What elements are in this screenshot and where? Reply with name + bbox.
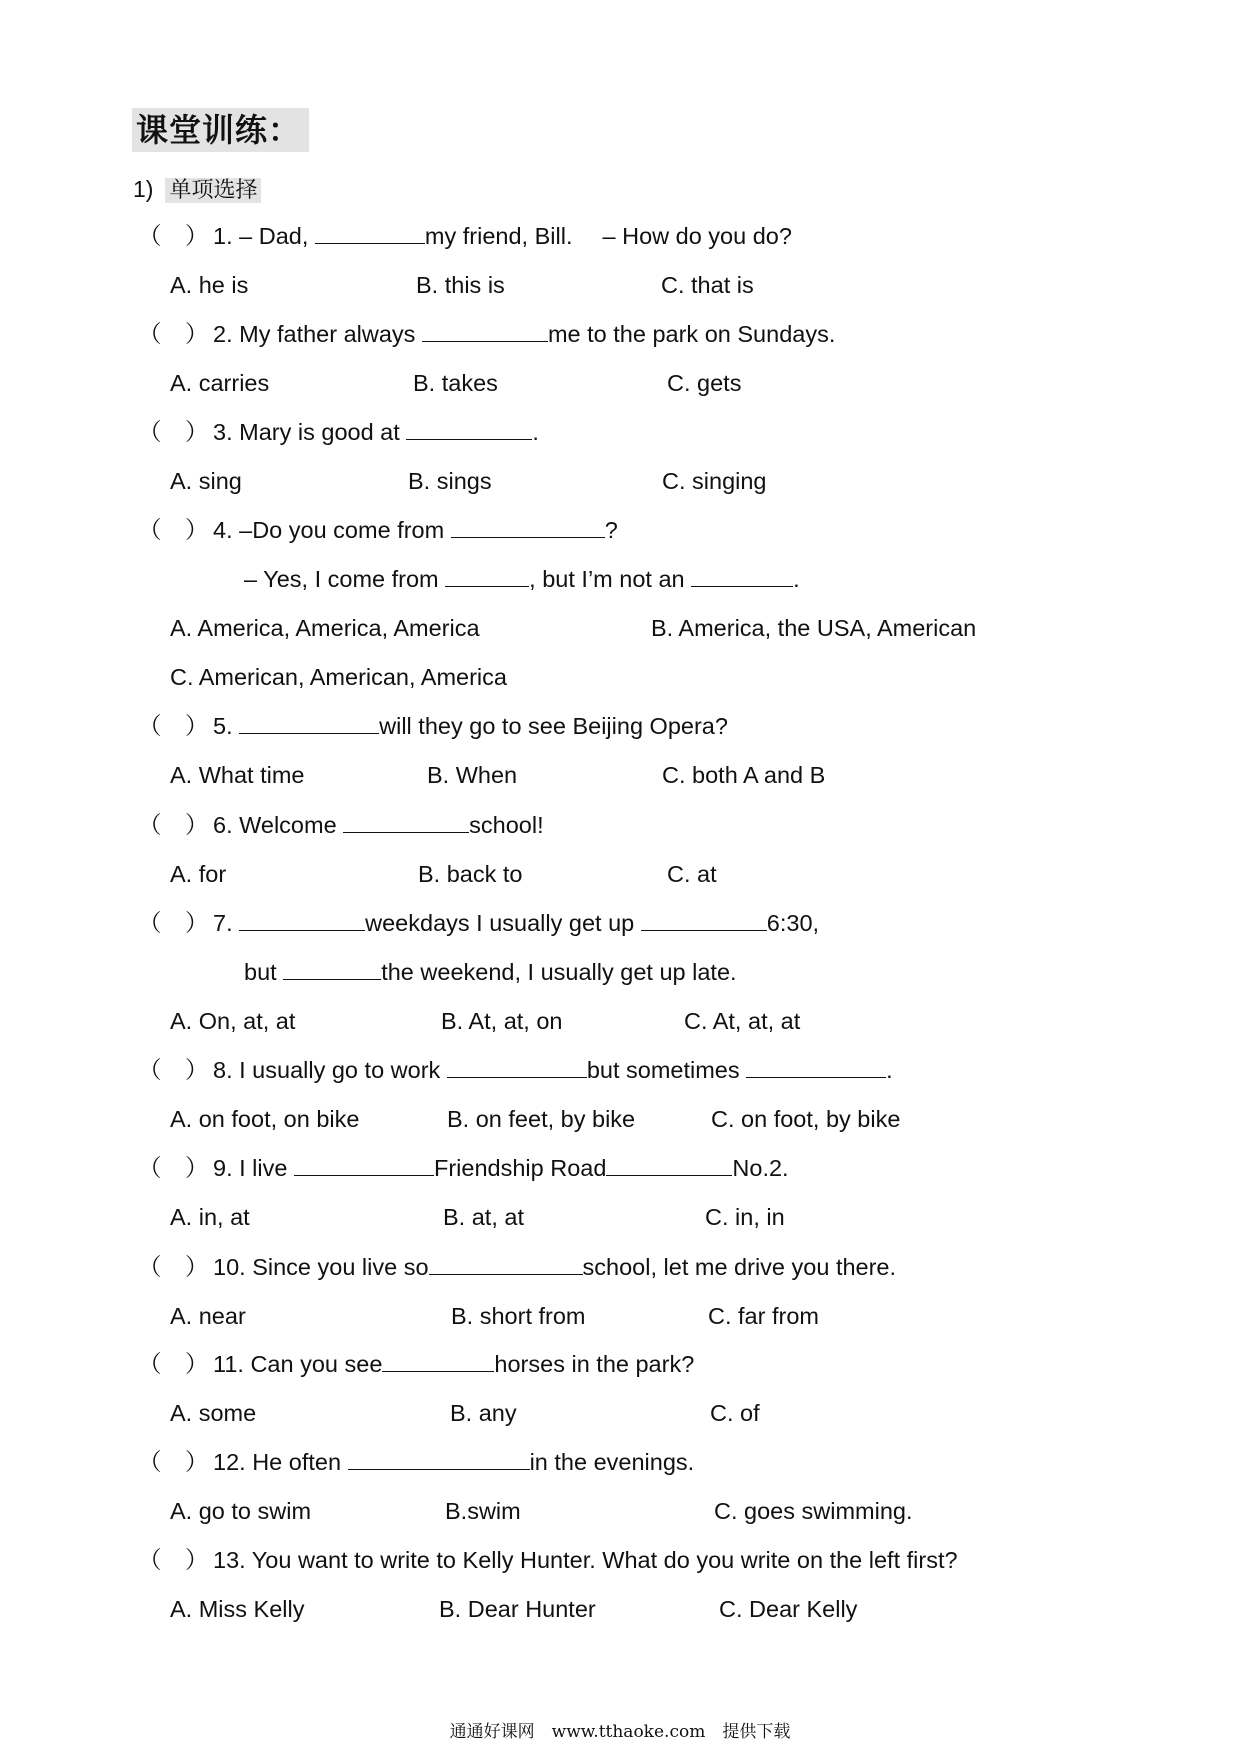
question-text: 6. Welcome [213, 812, 344, 838]
answer-blank [746, 1055, 886, 1078]
option-c: C. singing [662, 468, 767, 494]
option-c: C. at [667, 861, 717, 887]
option-b: B. When [427, 762, 518, 788]
answer-blank [641, 908, 767, 931]
option-b: B. any [450, 1400, 517, 1426]
question-text: . [532, 419, 539, 445]
option-a: A. on foot, on bike [170, 1106, 360, 1132]
answer-paren: （ ） [138, 1547, 209, 1573]
option-c: C. At, at, at [684, 1008, 801, 1034]
page-title: 课堂训练： [132, 108, 309, 152]
question-text: but [244, 959, 284, 985]
answer-blank [343, 810, 469, 833]
option-b: B. at, at [443, 1204, 524, 1230]
option-b: B. At, at, on [441, 1008, 563, 1034]
answer-paren: （ ） [138, 419, 209, 445]
question-11 [138, 1347, 694, 1381]
option-b: B. short from [451, 1303, 586, 1329]
answer-blank [239, 908, 365, 931]
option-c: C. goes swimming. [714, 1498, 913, 1524]
question-text: 11. Can you see [213, 1351, 383, 1377]
option-a: A. some [170, 1400, 257, 1426]
option-a: A. What time [170, 762, 305, 788]
question-text: ? [604, 517, 618, 543]
question-text: in the evenings. [529, 1449, 695, 1475]
option-a: A. near [170, 1303, 246, 1329]
answer-blank [422, 319, 548, 342]
section-number: 1) [133, 176, 154, 202]
option-c: C. on foot, by bike [711, 1106, 901, 1132]
question-text: 7. [213, 910, 240, 936]
answer-blank [348, 1447, 530, 1470]
question-text: me to the park on Sundays. [547, 321, 836, 347]
question-3 [138, 415, 539, 449]
question-1 [138, 219, 792, 253]
option-c: C. in, in [705, 1204, 785, 1230]
answer-blank [451, 515, 605, 538]
question-text: 5. [213, 713, 240, 739]
question-text: , but I’m not an [529, 566, 692, 592]
option-a: A. America, America, America [170, 615, 480, 641]
question-text: 4. –Do you come from [213, 517, 451, 543]
answer-blank [445, 564, 529, 587]
question-12 [138, 1445, 694, 1479]
answer-paren: （ ） [138, 812, 209, 838]
option-b: B. America, the USA, American [651, 615, 977, 641]
question-text: will they go to see Beijing Opera? [379, 713, 728, 739]
answer-paren: （ ） [138, 223, 209, 249]
question-text: 8. I usually go to work [213, 1057, 447, 1083]
question-text: horses in the park? [494, 1351, 695, 1377]
question-text: 3. Mary is good at [213, 419, 407, 445]
question-text: but sometimes [586, 1057, 747, 1083]
answer-paren: （ ） [138, 1057, 209, 1083]
option-a: A. sing [170, 468, 242, 494]
answer-blank [382, 1349, 494, 1372]
answer-blank [239, 711, 379, 734]
answer-blank [283, 957, 381, 980]
option-b: B. this is [416, 272, 505, 298]
question-text: . [886, 1057, 893, 1083]
answer-paren: （ ） [138, 1449, 209, 1475]
question-text: 1. – Dad, [213, 223, 315, 249]
question-6 [138, 808, 544, 842]
question-4-line-2 [244, 562, 800, 596]
option-c: C. both A and B [662, 762, 826, 788]
answer-paren: （ ） [138, 713, 209, 739]
question-text: school! [469, 812, 544, 838]
option-c: C. Dear Kelly [719, 1596, 858, 1622]
question-text: Friendship Road [433, 1155, 607, 1181]
answer-paren: （ ） [138, 517, 209, 543]
question-4 [138, 513, 618, 547]
answer-paren: （ ） [138, 1155, 209, 1181]
section-label: 单项选择 [165, 178, 261, 203]
question-text: 12. He often [213, 1449, 348, 1475]
question-text: . [793, 566, 800, 592]
answer-blank [315, 221, 425, 244]
option-c: C. that is [661, 272, 754, 298]
question-13 [138, 1543, 958, 1577]
option-c: C. far from [708, 1303, 819, 1329]
answer-paren: （ ） [138, 910, 209, 936]
option-c: C. gets [667, 370, 742, 396]
option-b: B. Dear Hunter [439, 1596, 596, 1622]
answer-blank [294, 1153, 434, 1176]
option-a: A. carries [170, 370, 270, 396]
option-b: B. sings [408, 468, 492, 494]
question-10 [138, 1250, 896, 1284]
answer-blank [429, 1252, 583, 1275]
option-b: B. on feet, by bike [447, 1106, 636, 1132]
question-text: No.2. [732, 1155, 789, 1181]
question-9 [138, 1151, 789, 1185]
question-text: weekdays I usually get up [365, 910, 641, 936]
section-heading [133, 172, 261, 208]
question-7-line-2 [244, 955, 737, 989]
question-text: the weekend, I usually get up late. [381, 959, 737, 985]
answer-paren: （ ） [138, 321, 209, 347]
option-b: B. back to [418, 861, 523, 887]
question-text: 13. You want to write to Kelly Hunter. What do you write on the left first? [213, 1547, 958, 1573]
option-c: C. American, American, America [170, 664, 507, 690]
question-2 [138, 317, 835, 351]
question-8 [138, 1053, 893, 1087]
option-c: C. of [710, 1400, 760, 1426]
question-5 [138, 709, 728, 743]
question-text: – Yes, I come from [244, 566, 446, 592]
answer-paren: （ ） [138, 1254, 209, 1280]
option-a: A. go to swim [170, 1498, 312, 1524]
option-a: A. in, at [170, 1204, 250, 1230]
question-text: school, let me drive you there. [582, 1254, 897, 1280]
question-text: 2. My father always [213, 321, 422, 347]
question-text: 10. Since you live so [213, 1254, 429, 1280]
answer-blank [406, 417, 532, 440]
option-b: B.swim [445, 1498, 521, 1524]
answer-blank [691, 564, 793, 587]
page-footer: 通通好课网 www.tthaoke.com 提供下载 [449, 1722, 791, 1742]
question-text: 6:30, [766, 910, 820, 936]
question-text: 9. I live [213, 1155, 294, 1181]
option-b: B. takes [413, 370, 498, 396]
answer-blank [606, 1153, 732, 1176]
option-a: A. Miss Kelly [170, 1596, 305, 1622]
option-a: A. for [170, 861, 227, 887]
option-a: A. he is [170, 272, 249, 298]
option-a: A. On, at, at [170, 1008, 296, 1034]
question-7 [138, 906, 819, 940]
question-text: my friend, Bill. – How do you do? [424, 223, 792, 249]
answer-paren: （ ） [138, 1351, 209, 1377]
answer-blank [447, 1055, 587, 1078]
